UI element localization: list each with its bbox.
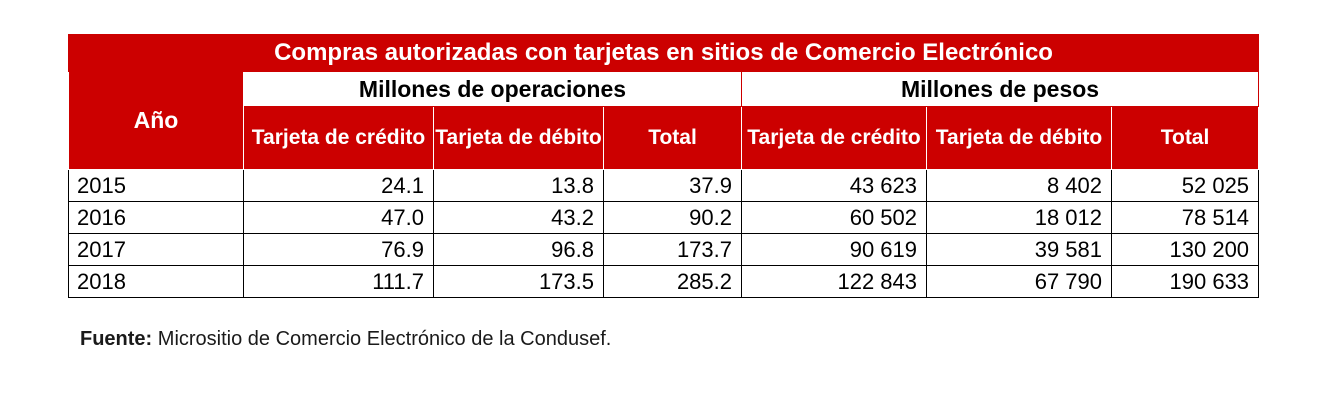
cell-value: 18 012 <box>927 202 1112 234</box>
header-group-pesos: Millones de pesos <box>742 72 1259 107</box>
cell-value: 173.5 <box>434 266 604 298</box>
cell-value: 78 514 <box>1112 202 1259 234</box>
cell-value: 285.2 <box>604 266 742 298</box>
cell-year: 2015 <box>69 170 244 202</box>
header-year: Año <box>69 72 244 170</box>
cell-value: 90.2 <box>604 202 742 234</box>
source-note <box>80 328 611 351</box>
cell-value: 24.1 <box>244 170 434 202</box>
table-row <box>69 234 1259 266</box>
cell-value: 47.0 <box>244 202 434 234</box>
cell-value: 173.7 <box>604 234 742 266</box>
header-group-operaciones: Millones de operaciones <box>244 72 742 107</box>
subheader-pesos-credito: Tarjeta de crédito <box>742 107 927 170</box>
table-row <box>69 170 1259 202</box>
cell-year: 2018 <box>69 266 244 298</box>
cell-value: 90 619 <box>742 234 927 266</box>
table-row <box>69 202 1259 234</box>
cell-year: 2016 <box>69 202 244 234</box>
subheader-operaciones-total: Total <box>604 107 742 170</box>
cell-value: 39 581 <box>927 234 1112 266</box>
cell-value: 60 502 <box>742 202 927 234</box>
source-label: Fuente: <box>80 328 153 350</box>
subheader-operaciones-debito: Tarjeta de débito <box>434 107 604 170</box>
cell-value: 76.9 <box>244 234 434 266</box>
cell-value: 43.2 <box>434 202 604 234</box>
table-subheader-row <box>69 107 1259 170</box>
subheader-operaciones-credito: Tarjeta de crédito <box>244 107 434 170</box>
cell-value: 111.7 <box>244 266 434 298</box>
table-title-row <box>69 35 1259 72</box>
cell-value: 67 790 <box>927 266 1112 298</box>
cell-value: 37.9 <box>604 170 742 202</box>
ecommerce-purchases-table <box>68 34 1259 298</box>
cell-value: 8 402 <box>927 170 1112 202</box>
cell-value: 130 200 <box>1112 234 1259 266</box>
table-row <box>69 266 1259 298</box>
cell-value: 122 843 <box>742 266 927 298</box>
source-text: Micrositio de Comercio Electrónico de la Condusef. <box>157 328 612 350</box>
cell-value: 52 025 <box>1112 170 1259 202</box>
cell-value: 96.8 <box>434 234 604 266</box>
table-title: Compras autorizadas con tarjetas en sitios de Comercio Electrónico <box>69 35 1259 72</box>
subheader-pesos-total: Total <box>1112 107 1259 170</box>
cell-value: 190 633 <box>1112 266 1259 298</box>
cell-value: 43 623 <box>742 170 927 202</box>
cell-value: 13.8 <box>434 170 604 202</box>
ecommerce-table-container <box>68 34 1258 298</box>
cell-year: 2017 <box>69 234 244 266</box>
table-group-header-row <box>69 72 1259 107</box>
subheader-pesos-debito: Tarjeta de débito <box>927 107 1112 170</box>
